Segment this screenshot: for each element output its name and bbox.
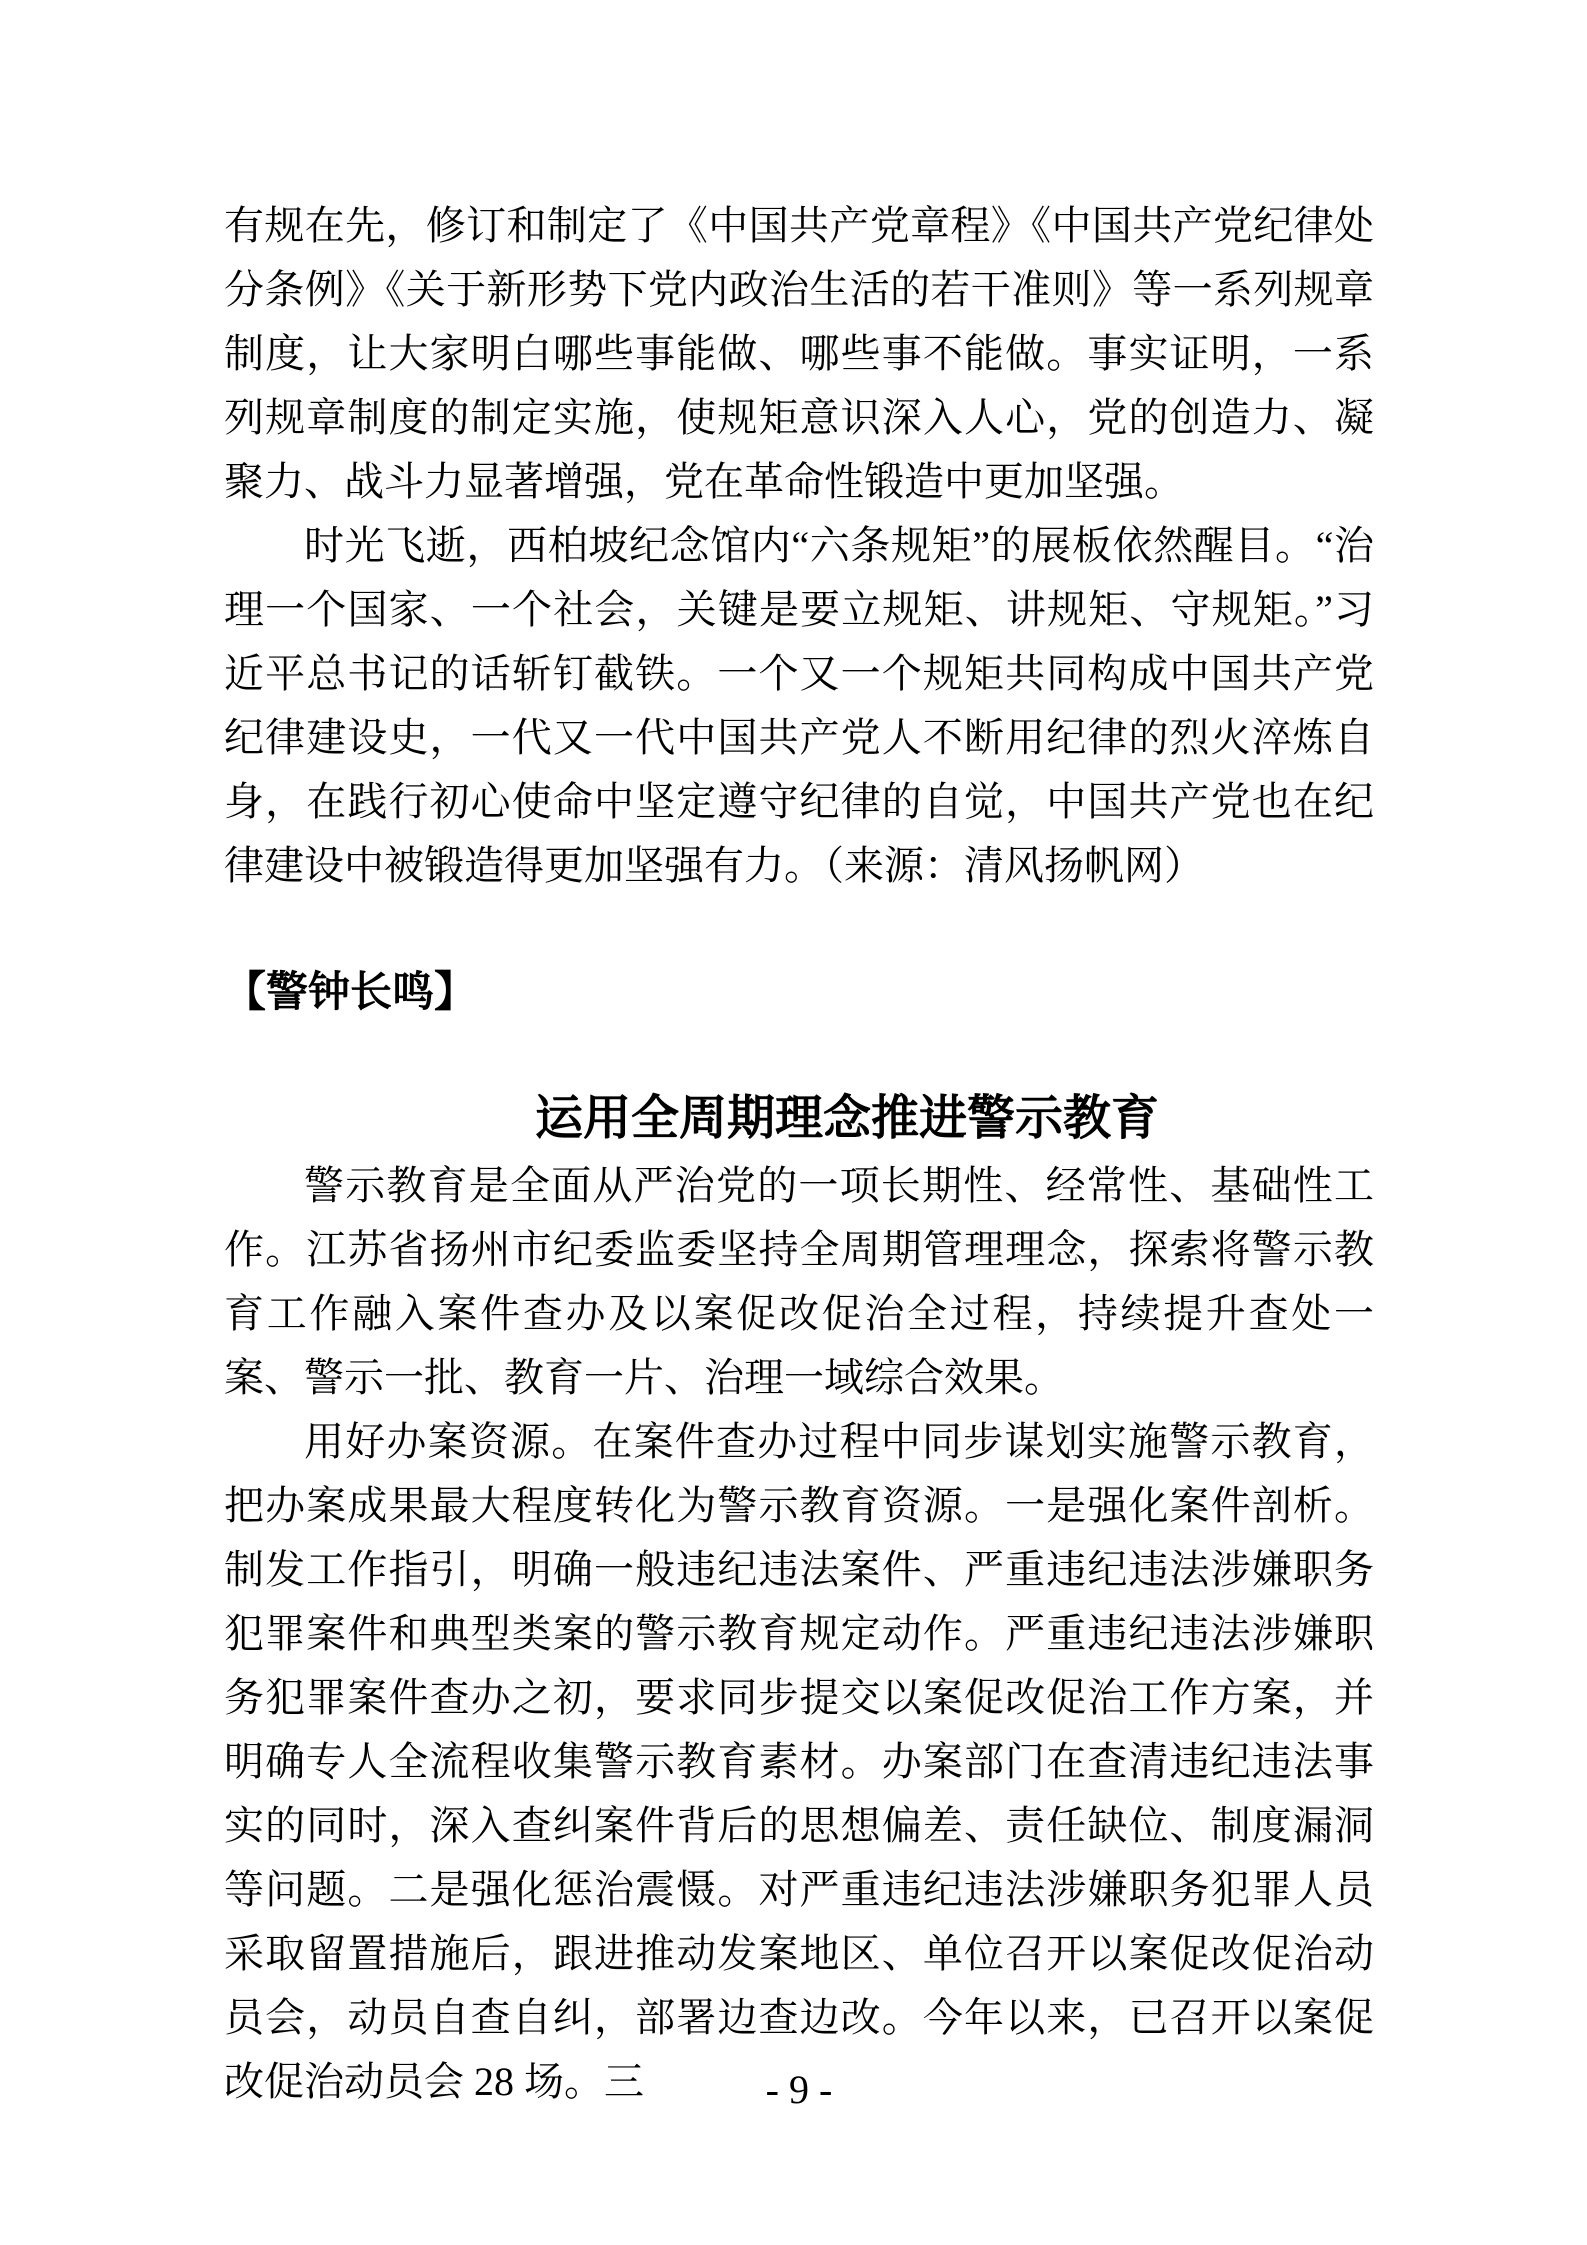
- article-title: 运用全周期理念推进警示教育: [534, 1092, 1159, 1145]
- page-content: [224, 194, 1374, 2114]
- section-header: 【警钟长鸣】: [224, 970, 477, 1016]
- body-paragraph-continuation: 有规在先，修订和制定了《中国共产党章程》《中国共产党纪律处分条例》《关于新形势下党内政治生活的若干准则》等一系列规章制度，让大家明白哪些事能做、哪些事不能做。事实证明，一系列规章制度的制定实施，使规矩意识深入人心，党的创造力、凝聚力、战斗力显著增强，党在革命性锻造中更加坚强。: [224, 203, 1374, 504]
- page-number: - 9 -: [765, 2067, 833, 2112]
- body-paragraph: 时光飞逝，西柏坡纪念馆内“六条规矩”的展板依然醒目。“治理一个国家、一个社会，关键是要立规矩、讲规矩、守规矩。”习近平总书记的话斩钉截铁。一个又一个规矩共同构成中国共产党纪律建设史，一代又一代中国共产党人不断用纪律的烈火淬炼自身，在践行初心使命中坚定遵守纪律的自觉，中国共产党也在纪律建设中被锻造得更加坚强有力。（来源：清风扬帆网）: [224, 523, 1374, 888]
- article-paragraph: 用好办案资源。在案件查办过程中同步谋划实施警示教育，把办案成果最大程度转化为警示教育资源。一是强化案件剖析。制发工作指引，明确一般违纪违法案件、严重违纪违法涉嫌职务犯罪案件和典型类案的警示教育规定动作。严重违纪违法涉嫌职务犯罪案件查办之初，要求同步提交以案促改促治工作方案，并明确专人全流程收集警示教育素材。办案部门在查清违纪违法事实的同时，深入查纠案件背后的思想偏差、责任缺位、制度漏洞等问题。二是强化惩治震慑。对严重违纪违法涉嫌职务犯罪人员采取留置措施后，跟进推动发案地区、单位召开以案促改促治动员会，动员自查自纠，部署边查边改。今年以来，已召开以案促改促治动员会 28 场。三: [224, 1419, 1374, 2104]
- article-paragraph: 警示教育是全面从严治党的一项长期性、经常性、基础性工作。江苏省扬州市纪委监委坚持全周期管理理念，探索将警示教育工作融入案件查办及以案促改促治全过程，持续提升查处一案、警示一批、教育一片、治理一域综合效果。: [224, 1163, 1374, 1400]
